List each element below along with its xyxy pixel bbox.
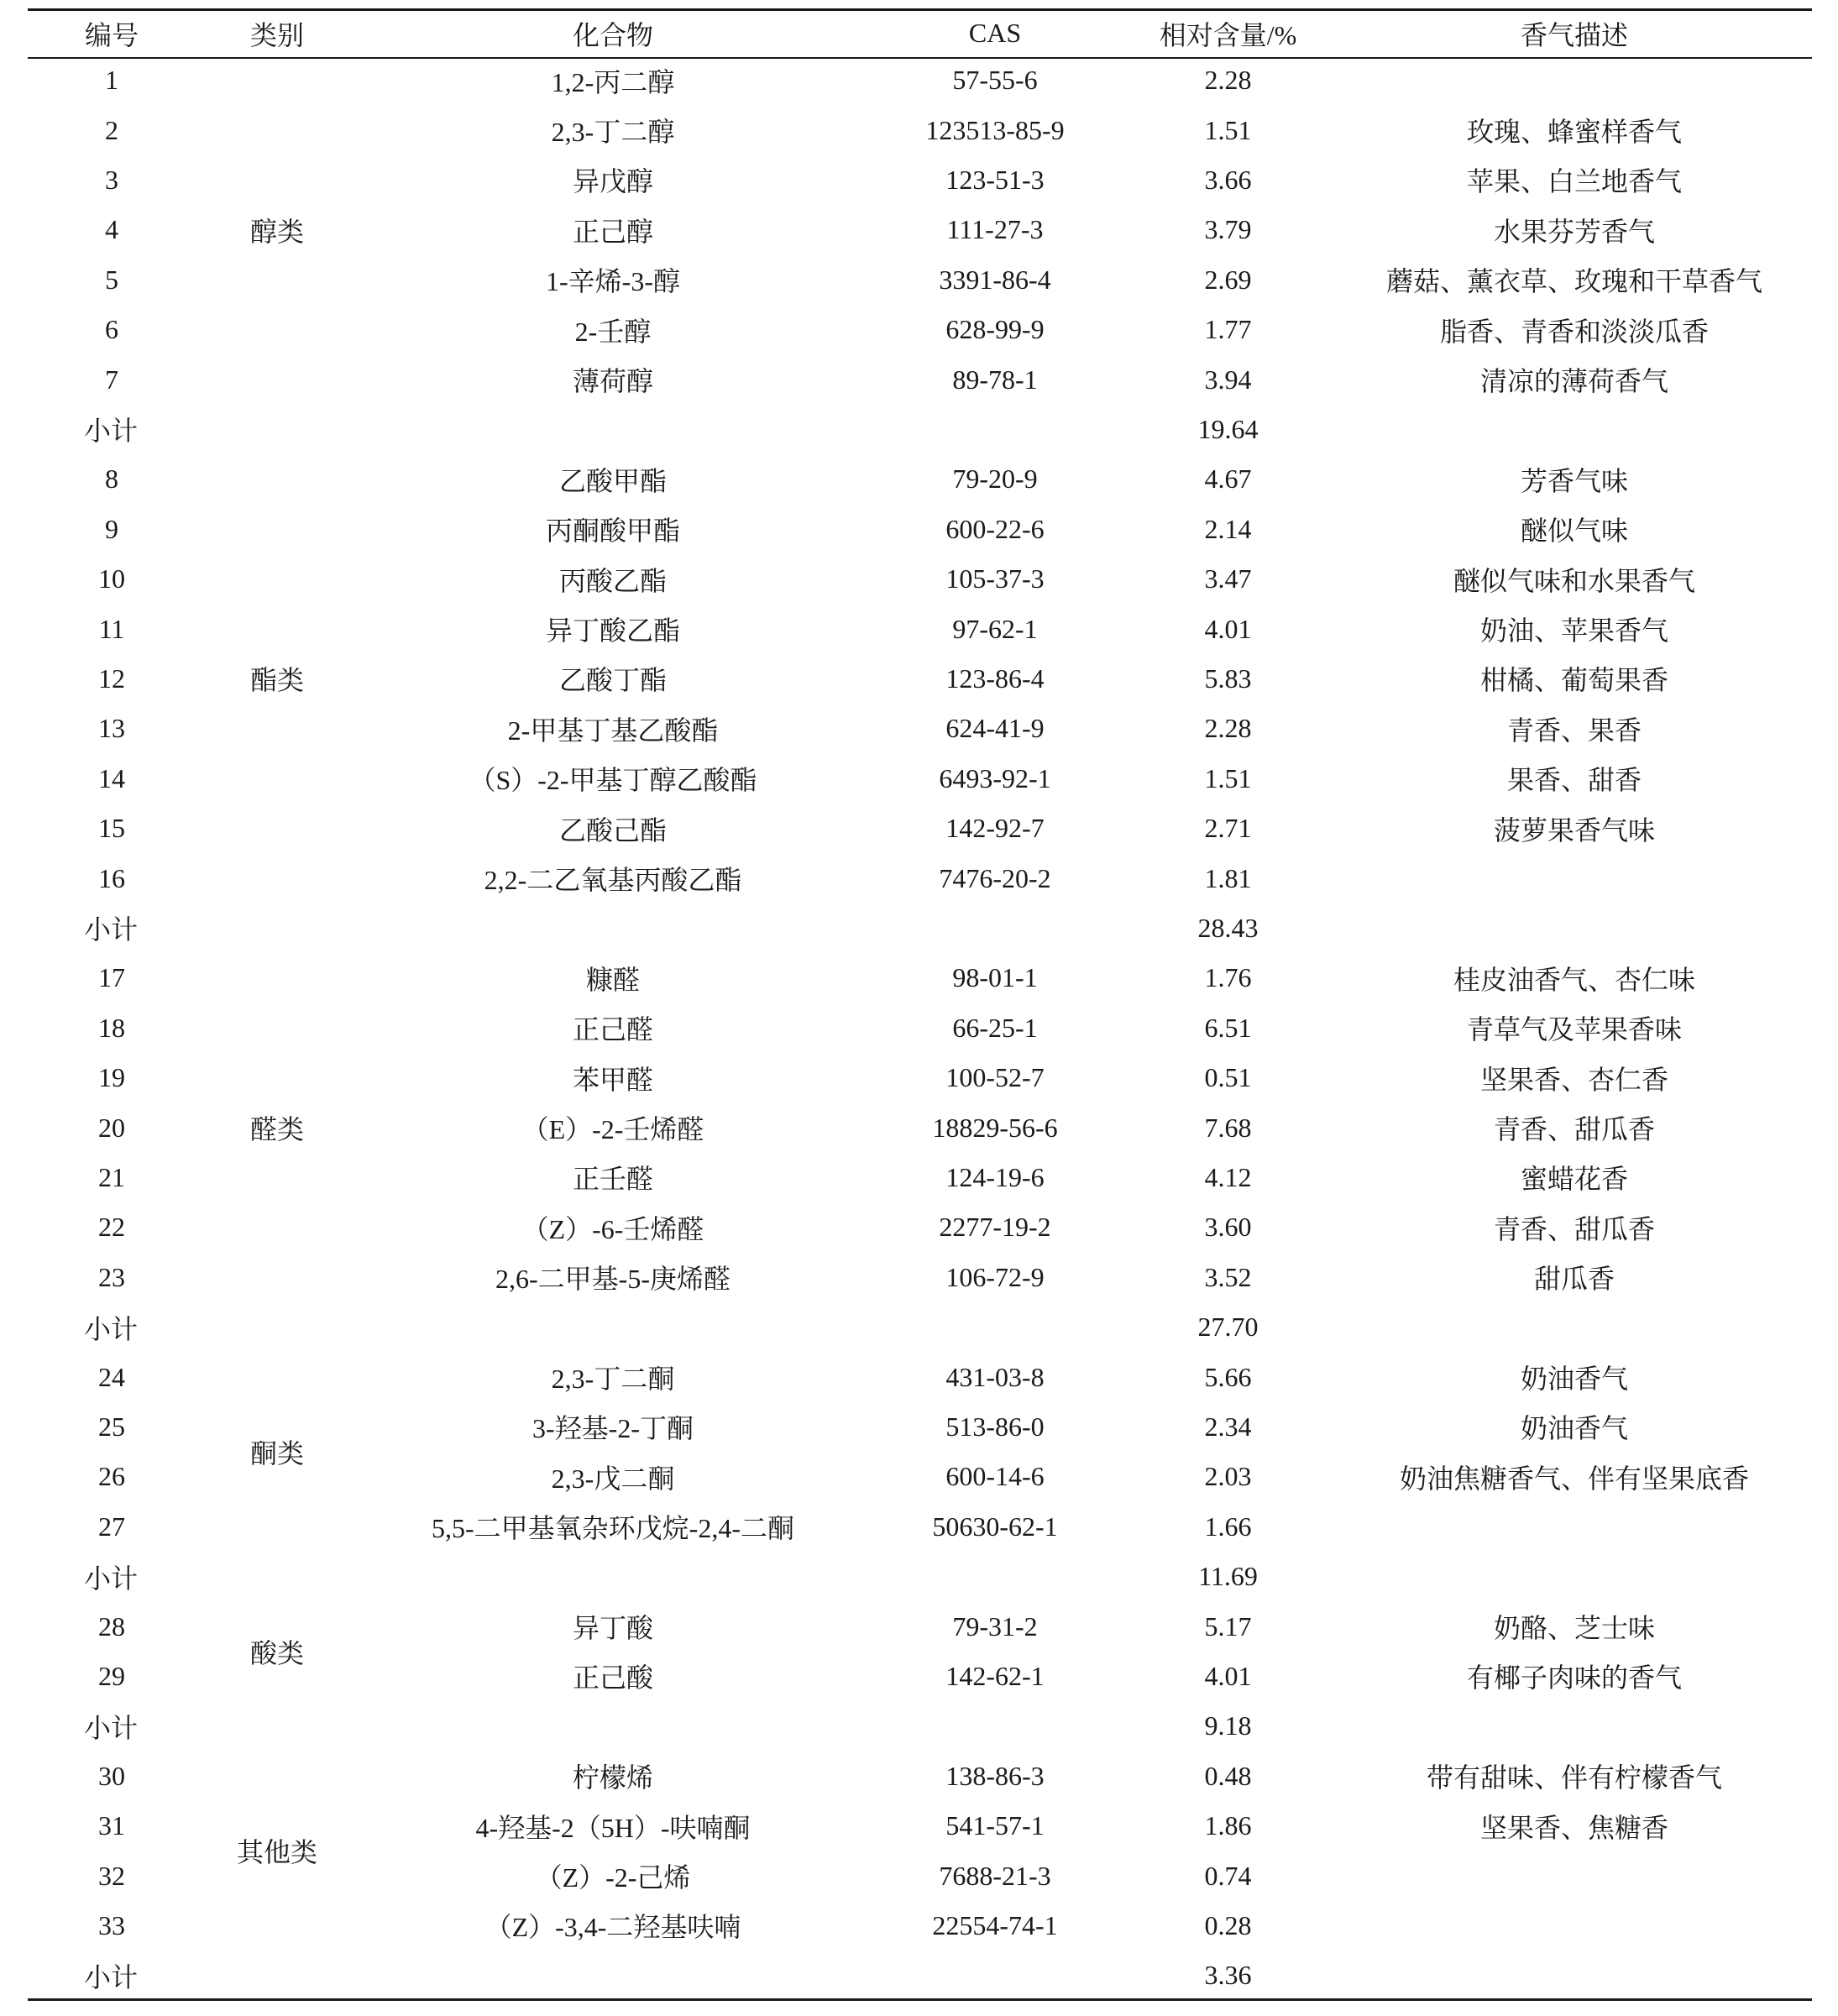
relative-content: 4.67 <box>1204 463 1252 495</box>
cas-number: 142-62-1 <box>945 1660 1045 1691</box>
row-num: 4 <box>105 214 118 245</box>
aroma-description: 青香、甜瓜香 <box>1493 1114 1655 1145</box>
compound-name: 异丁酸乙酯 <box>545 615 680 647</box>
subtotal-value: 11.69 <box>1198 1561 1258 1592</box>
subtotal-label: 小计 <box>83 1313 138 1344</box>
compound-name: 糠醛 <box>585 964 640 995</box>
row-num: 6 <box>105 314 118 345</box>
compound-name: 乙酸丁酯 <box>558 665 667 696</box>
cas-number: 600-22-6 <box>945 513 1045 544</box>
aroma-description: 蜜蜡花香 <box>1520 1164 1628 1195</box>
cas-number: 123-86-4 <box>945 662 1045 694</box>
cas-number: 89-78-1 <box>952 364 1038 395</box>
row-num: 22 <box>98 1212 125 1243</box>
aroma-description: 蘑菇、薰衣草、玫瑰和干草香气 <box>1385 266 1762 297</box>
cas-number: 18829-56-6 <box>932 1112 1058 1143</box>
subtotal-row <box>0 1552 1838 1601</box>
cas-number: 628-99-9 <box>945 314 1045 345</box>
aroma-description: 桂皮油香气、杏仁味 <box>1453 964 1695 995</box>
category-label: 醛类 <box>249 1114 304 1145</box>
row-num: 2 <box>105 114 118 145</box>
compound-name: 3-羟基-2-丁酮 <box>532 1413 694 1444</box>
compound-name: 异戊醇 <box>572 166 653 197</box>
compound-name: 乙酸甲酯 <box>558 465 667 496</box>
relative-content: 7.68 <box>1204 1112 1252 1143</box>
compound-name: 丙酸乙酯 <box>558 565 667 596</box>
aroma-description: 青草气及苹果香味 <box>1466 1014 1682 1045</box>
subtotal-row <box>0 1701 1838 1751</box>
relative-content: 4.01 <box>1204 1660 1252 1691</box>
row-num: 23 <box>98 1261 125 1292</box>
subtotal-row <box>0 903 1838 953</box>
category-label: 酮类 <box>249 1438 304 1469</box>
relative-content: 1.51 <box>1204 762 1252 793</box>
relative-content: 3.94 <box>1204 364 1252 395</box>
subtotal-value: 3.36 <box>1204 1960 1252 1991</box>
cas-number: 22554-74-1 <box>932 1909 1058 1940</box>
subtotal-row <box>0 1302 1838 1352</box>
row-num: 25 <box>98 1411 125 1442</box>
relative-content: 3.79 <box>1204 214 1252 245</box>
relative-content: 1.66 <box>1204 1511 1252 1542</box>
compound-name: （Z）-6-壬烯醛 <box>521 1213 704 1244</box>
header-content: 相对含量/% <box>1159 19 1297 50</box>
relative-content: 1.86 <box>1204 1810 1252 1841</box>
row-num: 11 <box>98 613 125 644</box>
cas-number: 123513-85-9 <box>925 114 1065 145</box>
relative-content: 0.74 <box>1204 1860 1252 1891</box>
cas-number: 7688-21-3 <box>939 1860 1051 1891</box>
aroma-description: 果香、甜香 <box>1506 765 1642 796</box>
header-aroma: 香气描述 <box>1520 19 1628 50</box>
subtotal-value: 19.64 <box>1197 413 1259 444</box>
cas-number: 431-03-8 <box>945 1361 1045 1392</box>
compound-name: （Z）-2-己烯 <box>535 1862 691 1893</box>
row-num: 10 <box>98 563 125 594</box>
row-num: 15 <box>98 813 125 844</box>
cas-number: 98-01-1 <box>952 962 1038 993</box>
relative-content: 0.28 <box>1204 1909 1252 1940</box>
relative-content: 2.28 <box>1204 713 1252 744</box>
subtotal-value: 28.43 <box>1197 912 1259 943</box>
relative-content: 2.71 <box>1204 813 1252 844</box>
aroma-description: 柑橘、葡萄果香 <box>1479 665 1668 696</box>
cas-number: 50630-62-1 <box>932 1511 1058 1542</box>
cas-number: 79-31-2 <box>952 1610 1038 1642</box>
subtotal-label: 小计 <box>83 914 138 945</box>
aroma-description: 有椰子肉味的香气 <box>1466 1663 1682 1694</box>
row-num: 17 <box>98 962 125 993</box>
relative-content: 0.51 <box>1204 1062 1252 1093</box>
aroma-description: 奶油香气 <box>1520 1413 1628 1444</box>
aroma-description: 奶酪、芝士味 <box>1493 1613 1655 1644</box>
subtotal-value: 9.18 <box>1204 1710 1252 1741</box>
compound-name: 1-辛烯-3-醇 <box>546 266 680 297</box>
aroma-description <box>1335 853 1814 903</box>
row-num: 24 <box>98 1361 125 1392</box>
row-num: 18 <box>98 1012 125 1043</box>
relative-content: 1.77 <box>1204 314 1252 345</box>
row-num: 12 <box>98 662 125 694</box>
aroma-description <box>1335 1851 1814 1900</box>
compound-name: 2,3-戊二酮 <box>551 1463 675 1494</box>
relative-content: 3.66 <box>1204 164 1252 195</box>
compound-name: 2,6-二甲基-5-庚烯醛 <box>495 1264 730 1295</box>
compound-name: 2-甲基丁基乙酸酯 <box>507 715 719 746</box>
header-category: 类别 <box>249 19 304 50</box>
row-num: 13 <box>98 713 125 744</box>
aroma-description: 坚果香、焦糖香 <box>1479 1812 1668 1843</box>
cas-number: 111-27-3 <box>946 214 1044 245</box>
aroma-description: 甜瓜香 <box>1533 1264 1615 1295</box>
compound-name: 4-羟基-2（5H）-呋喃酮 <box>475 1812 751 1843</box>
relative-content: 2.28 <box>1204 65 1252 96</box>
cas-number: 79-20-9 <box>952 463 1038 495</box>
aroma-description: 奶油焦糖香气、伴有坚果底香 <box>1399 1463 1749 1494</box>
cas-number: 6493-92-1 <box>939 762 1051 793</box>
row-num: 27 <box>98 1511 125 1542</box>
relative-content: 6.51 <box>1204 1012 1252 1043</box>
cas-number: 124-19-6 <box>945 1161 1045 1192</box>
cas-number: 541-57-1 <box>945 1810 1045 1841</box>
row-num: 16 <box>98 862 125 893</box>
row-num: 32 <box>98 1860 125 1891</box>
cas-number: 97-62-1 <box>952 613 1038 644</box>
relative-content: 2.34 <box>1204 1411 1252 1442</box>
compound-name: 异丁酸 <box>572 1613 653 1644</box>
row-num: 14 <box>98 762 125 793</box>
relative-content: 1.81 <box>1204 862 1252 893</box>
compound-name: 1,2-丙二醇 <box>551 66 675 97</box>
compound-name: 柠檬烯 <box>572 1762 653 1793</box>
relative-content: 2.03 <box>1204 1461 1252 1492</box>
compound-name: 乙酸己酯 <box>558 814 667 846</box>
cas-number: 2277-19-2 <box>939 1212 1051 1243</box>
category-label: 其他类 <box>236 1837 317 1868</box>
compound-name: 正壬醛 <box>572 1164 653 1195</box>
header-num: 编号 <box>84 19 139 50</box>
subtotal-label: 小计 <box>83 1712 138 1743</box>
cas-number: 105-37-3 <box>945 563 1045 594</box>
row-num: 19 <box>98 1062 125 1093</box>
row-num: 33 <box>98 1909 125 1940</box>
row-num: 1 <box>105 65 118 96</box>
compound-name: 2,3-丁二醇 <box>551 117 675 148</box>
relative-content: 4.12 <box>1204 1161 1252 1192</box>
row-num: 26 <box>98 1461 125 1492</box>
category-label: 醇类 <box>249 216 304 247</box>
aroma-description: 带有甜味、伴有柠檬香气 <box>1426 1762 1722 1793</box>
relative-content: 1.51 <box>1204 114 1252 145</box>
cas-number: 142-92-7 <box>945 813 1045 844</box>
compound-name: 丙酮酸甲酯 <box>545 516 680 547</box>
aroma-description: 芳香气味 <box>1520 465 1628 496</box>
relative-content: 3.52 <box>1204 1261 1252 1292</box>
aroma-description: 奶油香气 <box>1520 1364 1628 1395</box>
compound-name: （Z）-3,4-二羟基呋喃 <box>484 1912 741 1943</box>
cas-number: 600-14-6 <box>945 1461 1045 1492</box>
row-num: 7 <box>105 364 118 395</box>
compound-name: （E）-2-壬烯醛 <box>521 1114 704 1145</box>
subtotal-row <box>0 1951 1838 2000</box>
cas-number: 123-51-3 <box>945 164 1045 195</box>
aroma-description <box>1335 1901 1814 1951</box>
aroma-description: 奶油、苹果香气 <box>1479 615 1668 647</box>
cas-number: 3391-86-4 <box>939 264 1051 295</box>
aroma-description: 醚似气味和水果香气 <box>1453 565 1695 596</box>
compound-name: 2,2-二乙氧基丙酸乙酯 <box>484 865 742 896</box>
compound-name: 苯甲醛 <box>572 1064 653 1095</box>
subtotal-value: 27.70 <box>1197 1312 1259 1343</box>
relative-content: 5.17 <box>1204 1610 1252 1642</box>
row-num: 9 <box>105 513 118 544</box>
cas-number: 624-41-9 <box>945 713 1045 744</box>
aroma-description: 菠萝果香气味 <box>1493 814 1655 846</box>
relative-content: 3.47 <box>1204 563 1252 594</box>
header-compound: 化合物 <box>572 19 653 50</box>
subtotal-label: 小计 <box>83 1563 138 1594</box>
subtotal-label: 小计 <box>83 416 138 447</box>
row-num: 21 <box>98 1161 125 1192</box>
aroma-description: 青香、甜瓜香 <box>1493 1213 1655 1244</box>
relative-content: 2.69 <box>1204 264 1252 295</box>
cas-number: 106-72-9 <box>945 1261 1045 1292</box>
aroma-description: 清凉的薄荷香气 <box>1479 366 1668 397</box>
category-label: 酯类 <box>249 665 304 696</box>
cas-number: 513-86-0 <box>945 1411 1045 1442</box>
cas-number: 138-86-3 <box>945 1760 1045 1791</box>
relative-content: 1.76 <box>1204 962 1252 993</box>
aroma-description: 水果芬芳香气 <box>1493 216 1655 247</box>
aroma-description: 青香、果香 <box>1506 715 1642 746</box>
relative-content: 4.01 <box>1204 613 1252 644</box>
row-num: 29 <box>98 1660 125 1691</box>
aroma-description: 玫瑰、蜂蜜样香气 <box>1466 117 1682 148</box>
cas-number: 57-55-6 <box>952 65 1038 96</box>
row-num: 5 <box>105 264 118 295</box>
header-cas: CAS <box>968 18 1022 49</box>
cas-number: 100-52-7 <box>945 1062 1045 1093</box>
row-num: 8 <box>105 463 118 495</box>
relative-content: 0.48 <box>1204 1760 1252 1791</box>
subtotal-label: 小计 <box>83 1961 138 1992</box>
compound-name: 薄荷醇 <box>572 366 653 397</box>
compound-name: 正己酸 <box>572 1663 653 1694</box>
row-num: 30 <box>98 1760 125 1791</box>
compound-name: 2,3-丁二酮 <box>551 1364 675 1395</box>
aroma-description: 苹果、白兰地香气 <box>1466 166 1682 197</box>
relative-content: 5.83 <box>1204 662 1252 694</box>
compound-name: （S）-2-甲基丁醇乙酸酯 <box>469 765 757 796</box>
category-label: 酸类 <box>249 1637 304 1668</box>
relative-content: 5.66 <box>1204 1361 1252 1392</box>
row-num: 3 <box>105 164 118 195</box>
row-num: 31 <box>98 1810 125 1841</box>
aroma-description: 脂香、青香和淡淡瓜香 <box>1439 316 1709 347</box>
aroma-description <box>1335 55 1814 105</box>
compound-name: 正己醇 <box>572 216 653 247</box>
cas-number: 66-25-1 <box>952 1012 1038 1043</box>
aroma-description: 坚果香、杏仁香 <box>1479 1064 1668 1095</box>
compound-name: 5,5-二甲基氧杂环戊烷-2,4-二酮 <box>432 1513 794 1544</box>
bottom-rule <box>28 1998 1812 2001</box>
row-num: 20 <box>98 1112 125 1143</box>
relative-content: 2.14 <box>1204 513 1252 544</box>
aroma-description: 醚似气味 <box>1520 516 1628 547</box>
cas-number: 7476-20-2 <box>939 862 1051 893</box>
aroma-description <box>1335 1502 1814 1552</box>
compound-name: 正己醛 <box>572 1014 653 1045</box>
relative-content: 3.60 <box>1204 1212 1252 1243</box>
subtotal-row <box>0 405 1838 454</box>
compound-name: 2-壬醇 <box>574 316 652 347</box>
row-num: 28 <box>98 1610 125 1642</box>
